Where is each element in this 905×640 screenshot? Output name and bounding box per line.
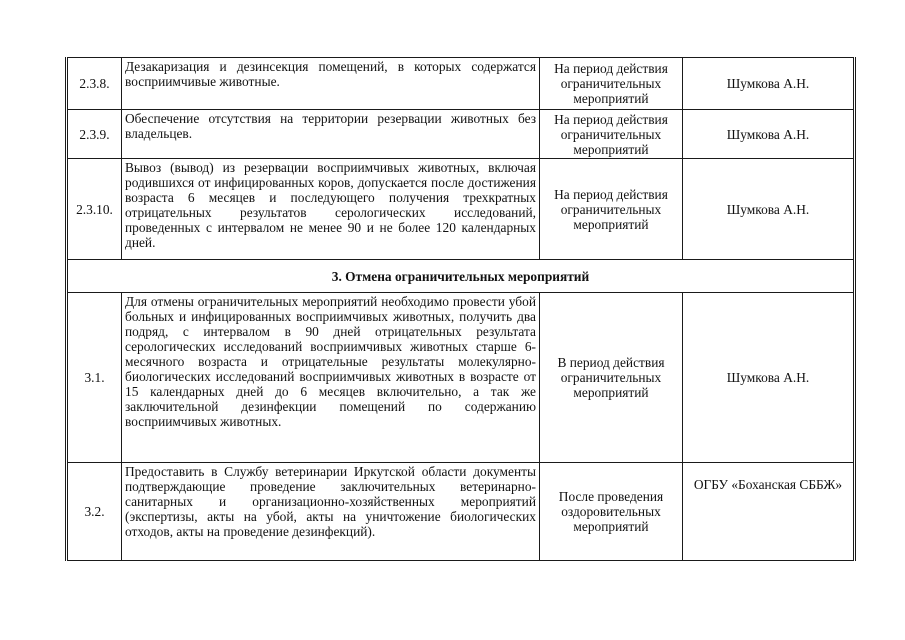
item-responsible: Шумкова А.Н. [683,159,855,260]
item-responsible: Шумкова А.Н. [683,293,855,463]
table-row [67,293,855,463]
item-description: Вывоз (вывод) из резервации восприимчивых животных, включая родившихся от инфицированных коров, допускается после достижения возраста 6 месяцев и последующего получения трехкратных отрицательных результатов серологических исследований, проведенных с интервалом не менее 90 и не более 120 календарных дней. [122,159,540,260]
item-number: 3.1. [67,293,122,463]
item-term: На период действия ограничительных мероприятий [540,159,683,260]
item-number: 2.3.9. [67,110,122,159]
table-row [67,463,855,561]
section-header-row [67,260,855,293]
item-term: После проведения оздоровительных мероприятий [540,463,683,561]
item-description: Предоставить в Службу ветеринарии Иркутской области документы подтверждающие проведение заключительных ветеринарно-санитарных и организационно-хозяйственных мероприятий (экспертизы, акты на убой, акты на уничтожение биологических отходов, акты на проведение дезинфекций). [122,463,540,561]
table-row [67,159,855,260]
item-number: 3.2. [67,463,122,561]
measures-table [65,57,856,561]
item-responsible: Шумкова А.Н. [683,110,855,159]
item-description: Дезакаризация и дезинсекция помещений, в которых содержатся восприимчивые животные. [122,58,540,110]
item-responsible: ОГБУ «Боханская СББЖ» [683,463,855,561]
item-responsible: Шумкова А.Н. [683,58,855,110]
section-title: 3. Отмена ограничительных мероприятий [67,260,855,293]
item-term: На период действия ограничительных мероприятий [540,110,683,159]
item-term: В период действия ограничительных мероприятий [540,293,683,463]
item-number: 2.3.8. [67,58,122,110]
item-term: На период действия ограничительных мероприятий [540,58,683,110]
item-number: 2.3.10. [67,159,122,260]
item-description: Обеспечение отсутствия на территории резервации животных без владельцев. [122,110,540,159]
item-description: Для отмены ограничительных мероприятий необходимо провести убой больных и инфицированных восприимчивых животных, получить два подряд, с интервалом в 90 дней отрицательных результата серологических исследований восприимчивых животных старше 6-месячного возраста и отрицательные результаты молекулярно-биологических исследований восприимчивых животных в возрасте от 15 календарных дней до 6 месяцев включительно, а так же заключительной дезинфекции помещений по содержанию восприимчивых животных. [122,293,540,463]
table-row [67,110,855,159]
table-row [67,58,855,110]
